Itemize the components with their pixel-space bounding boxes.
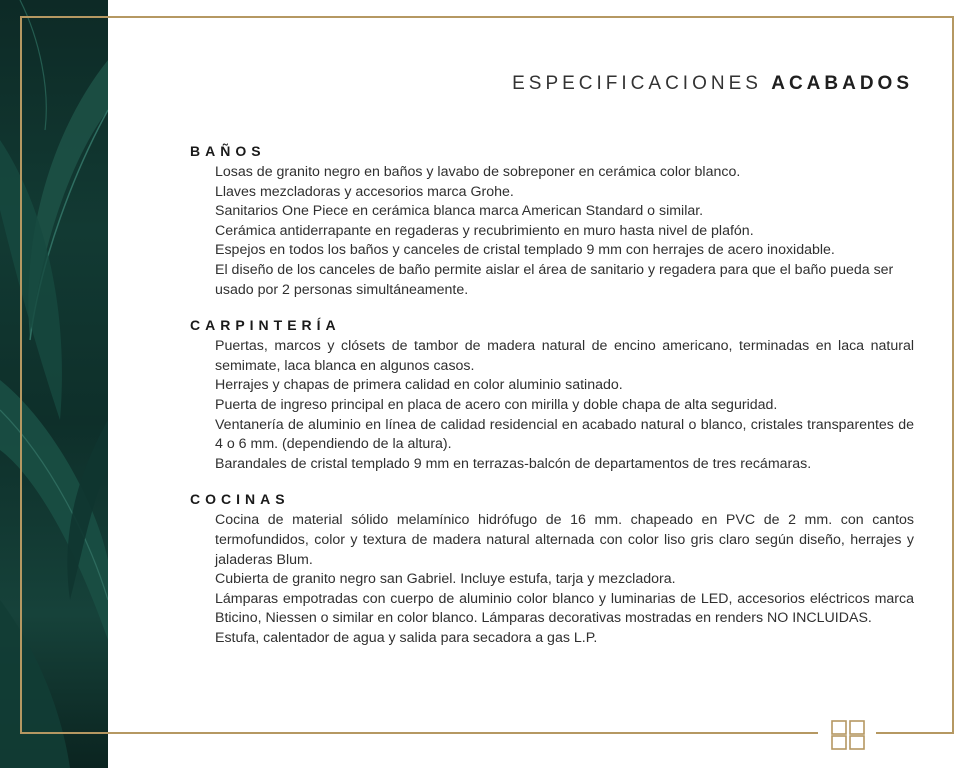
page-title-light: ESPECIFICACIONES xyxy=(512,73,762,94)
list-item: Sanitarios One Piece en cerámica blanca marca American Standard o similar. xyxy=(215,203,704,220)
page-title xyxy=(512,73,913,95)
section-title: CARPINTERÍA xyxy=(190,317,341,334)
list-item: Cerámica antiderrapante en regaderas y recubrimiento en muro hasta nivel de plafón. xyxy=(215,222,754,239)
section-title: COCINAS xyxy=(190,491,290,508)
list-item: Losas de granito negro en baños y lavabo de sobreponer en cerámica color blanco. xyxy=(215,164,741,180)
specifications-content xyxy=(190,143,914,665)
list-item: Puerta de ingreso principal en placa de acero con mirilla y doble chapa de alta seguridad. xyxy=(215,396,778,413)
section-carpinteria xyxy=(190,317,914,474)
list-item: Lámparas empotradas con cuerpo de aluminio color blanco y luminarias de LED, accesorios eléctricos marca Bticino, Niessen o similar en color blanco. Lámparas decorativas mostradas en renders NO INCLUIDAS. xyxy=(215,590,914,627)
list-item: Llaves mezcladoras y accesorios marca Grohe. xyxy=(215,183,514,200)
list-item: Estufa, calentador de agua y salida para secadora a gas L.P. xyxy=(215,629,598,646)
list-item: Cocina de material sólido melamínico hidrófugo de 16 mm. chapeado en PVC de 2 mm. con cantos termofundidos, color y textura de madera natural alternada con color liso gris claro según diseño, herrajes y jaladeras Blum. xyxy=(215,512,914,568)
list-item: El diseño de los canceles de baño permite aislar el área de sanitario y regadera para que el baño pueda ser usado por 2 personas simultáneamente. xyxy=(215,261,894,298)
list-item: Barandales de cristal templado 9 mm en terrazas-balcón de departamentos de tres recámaras. xyxy=(215,455,812,472)
page-title-bold: ACABADOS xyxy=(771,73,913,94)
list-item: Espejos en todos los baños y canceles de cristal templado 9 mm con herrajes de acero inoxidable. xyxy=(215,242,835,259)
list-item: Cubierta de granito negro san Gabriel. Incluye estufa, tarja y mezcladora. xyxy=(215,571,676,588)
section-title: BAÑOS xyxy=(190,143,266,159)
list-item: Puertas, marcos y clósets de tambor de madera natural de encino americano, terminadas en laca natural semimate, laca blanca en algunos casos. xyxy=(215,338,914,374)
brand-logo-icon xyxy=(830,719,866,751)
section-cocinas xyxy=(190,491,914,648)
section-banos xyxy=(190,143,914,300)
list-item: Herrajes y chapas de primera calidad en color aluminio satinado. xyxy=(215,377,623,394)
list-item: Ventanería de aluminio en línea de calidad residencial en acabado natural o blanco, cristales transparentes de 4 o 6 mm. (dependiendo de la altura). xyxy=(215,416,914,453)
